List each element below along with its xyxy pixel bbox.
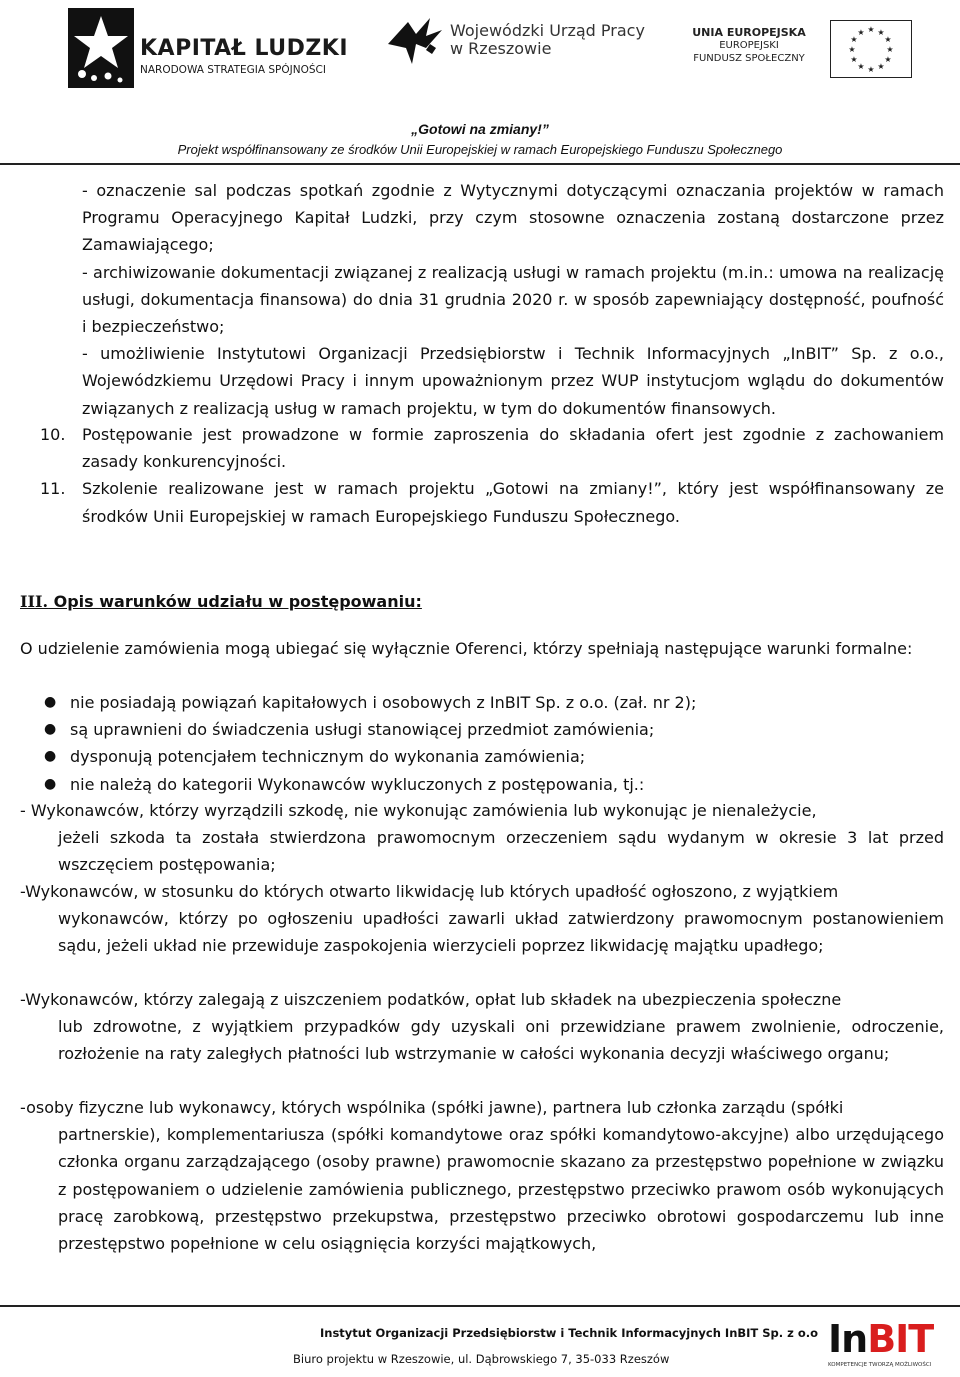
- numbered-item-10: [40, 421, 944, 475]
- item-number: 11.: [40, 479, 66, 499]
- inbit-logo: [828, 1318, 948, 1376]
- svg-text:★: ★: [850, 55, 858, 64]
- exclusion-first-line: -Wykonawców, którzy zalegają z uiszczeniem podatków, opłat lub składek na ubezpieczenia społeczne: [20, 990, 842, 1009]
- bullet-text: są uprawnieni do świadczenia usługi stanowiącej przedmiot zamówienia;: [70, 720, 655, 740]
- eu-fund-label-2: FUNDUSZ SPOŁECZNY: [693, 53, 805, 64]
- exclusion-item: [20, 797, 944, 879]
- svg-text:★: ★: [884, 35, 892, 44]
- inbit-tagline: KOMPETENCJE TWORZĄ MOŻLIWOŚCI: [828, 1362, 932, 1368]
- footer-divider: [0, 1305, 960, 1307]
- kapital-ludzki-star-icon: [68, 8, 134, 88]
- svg-text:★: ★: [886, 45, 894, 54]
- svg-text:★: ★: [848, 45, 856, 54]
- eu-text-block: [690, 26, 808, 65]
- bullet-text: nie należą do kategorii Wykonawców wykluczonych z postępowania, tj.:: [70, 774, 645, 794]
- kapital-ludzki-title: KAPITAŁ LUDZKI: [140, 36, 349, 61]
- bullet-icon: ●: [44, 721, 57, 738]
- wup-logo: [386, 14, 646, 74]
- exclusion-continuation: jeżeli szkoda ta została stwierdzona prawomocnym orzeczeniem sądu wydanym w okresie 3 lat przed wszczęciem postępowania;: [58, 828, 944, 875]
- kapital-ludzki-logo: [68, 8, 348, 88]
- item-text: Postępowanie jest prowadzone w formie zaproszenia do składania ofert jest zgodnie z zachowaniem zasady konkurencyjności.: [82, 425, 944, 472]
- inbit-wordmark-black: In: [828, 1317, 868, 1361]
- svg-text:★: ★: [850, 35, 858, 44]
- inbit-wordmark: [828, 1318, 933, 1360]
- exclusion-first-line: - Wykonawców, którzy wyrządzili szkodę, nie wykonując zamówienia lub wykonując je nienależycie,: [20, 801, 817, 820]
- exclusion-first-line: -Wykonawców, w stosunku do których otwarto likwidację lub których upadłość ogłoszono, z wyjątkiem: [20, 882, 839, 901]
- footer-address: Biuro projektu w Rzeszowie, ul. Dąbrowskiego 7, 35-033 Rzeszów: [293, 1352, 670, 1366]
- svg-text:★: ★: [877, 62, 885, 71]
- item-text: Szkolenie realizowane jest w ramach projektu „Gotowi na zmiany!”, który jest współfinansowany ze środków Unii Europejskiej w ramach Europejskiego Funduszu Społecznego.: [82, 479, 944, 526]
- bullet-text: dysponują potencjałem technicznym do wykonania zamówienia;: [70, 747, 586, 767]
- exclusion-item: [20, 878, 944, 960]
- exclusion-first-line: -osoby fizyczne lub wykonawcy, których wspólnika (spółki jawne), partnera lub członka zarządu (spółki: [20, 1098, 844, 1117]
- bullet-icon: ●: [44, 775, 57, 792]
- bullet-item: [20, 771, 944, 798]
- footer-institute: Instytut Organizacji Przedsiębiorstw i Technik Informacyjnych InBIT Sp. z o.o: [320, 1326, 819, 1340]
- kapital-ludzki-subtitle: NARODOWA STRATEGIA SPÓJNOŚCI: [140, 64, 326, 76]
- eu-fund-label-1: EUROPEJSKI: [719, 40, 779, 51]
- exclusion-continuation: wykonawców, którzy po ogłoszeniu upadłości zawarli układ zatwierdzony prawomocnym postanowieniem sądu, jeżeli układ nie przewiduje zaspokojenia wierzycieli poprzez likwidację majątku upadłego;: [58, 909, 944, 956]
- conditions-bullet-list: [20, 689, 944, 798]
- bullet-icon: ●: [44, 694, 57, 710]
- section-title: Opis warunków udziału w postępowaniu:: [48, 592, 422, 611]
- svg-text:★: ★: [867, 65, 875, 74]
- wup-name: Wojewódzki Urząd Pracy w Rzeszowie: [450, 21, 645, 58]
- exclusion-continuation: lub zdrowotne, z wyjątkiem przypadków gdy uzyskali oni przewidziane prawem zwolnienie, odroczenie, rozłożenie na raty zaległych płatności lub wstrzymanie w całości wykonania decyzji właściwego organu;: [58, 1017, 944, 1064]
- eu-logo: [690, 20, 930, 80]
- bullet-text: nie posiadają powiązań kapitałowych i osobowych z InBIT Sp. z o.o. (zał. nr 2);: [70, 693, 697, 712]
- numbered-points: [40, 421, 944, 530]
- eu-flag-icon: [830, 20, 912, 78]
- list-item: - archiwizowanie dokumentacji związanej z realizacją usługi w ramach projektu (m.in.: umowa na realizację usługi, dokumentacja finansowa) do dnia 31 grudnia 2020 r. w sposób zapewniający dostępność, poufność i bezpieczeństwo;: [82, 262, 944, 337]
- svg-text:★: ★: [857, 28, 865, 37]
- exclusion-item: [20, 1094, 944, 1257]
- header-divider: [0, 163, 960, 165]
- list-item: - umożliwienie Instytutowi Organizacji Przedsiębiorstw i Technik Informacyjnych „InBIT” Sp. z o.o., Wojewódzkiemu Urzędowi Pracy i innym upoważnionym przez WUP instytucjom wglądu do dokumentów związanych z realizacją usług w ramach projektu, w tym do dokumentów finansowych.: [82, 344, 944, 418]
- list-item: - oznaczenie sal podczas spotkań zgodnie z Wytycznymi dotyczącymi oznaczania projektów w ramach Programu Operacyjnego Kapitał Ludzki, przy czym stosowne oznaczenia zostaną dostarczone przez Zamawiającego;: [82, 181, 944, 255]
- svg-text:★: ★: [877, 28, 885, 37]
- eu-union-label: UNIA EUROPEJSKA: [692, 26, 806, 39]
- bullet-item: [20, 716, 944, 743]
- svg-text:★: ★: [867, 25, 875, 34]
- project-subtitle: Projekt współfinansowany ze środków Unii Europejskiej w ramach Europejskiego Funduszu Społecznego: [177, 142, 783, 157]
- bullet-item: [20, 689, 944, 716]
- item-number: 10.: [40, 425, 66, 444]
- exclusion-item: [20, 986, 944, 1068]
- bullet-icon: ●: [44, 748, 57, 765]
- numbered-item-11: [40, 475, 944, 529]
- section-heading: [20, 592, 422, 611]
- section-number: III.: [20, 592, 49, 611]
- svg-text:★: ★: [857, 62, 865, 71]
- svg-text:★: ★: [884, 55, 892, 64]
- section-intro: O udzielenie zamówienia mogą ubiegać się wyłącznie Oferenci, którzy spełniają następujące warunki formalne:: [20, 639, 913, 658]
- page-header: [0, 0, 960, 170]
- wup-bird-icon: [386, 14, 446, 70]
- obligations-list: [82, 177, 944, 422]
- bullet-item: [20, 743, 944, 770]
- exclusion-continuation: partnerskie), komplementariusza (spółki komandytowe oraz spółki komandytowo-akcyjne) albo urzędującego członka organu zarządzającego (osoby prawne) prawomocnie skazano za przestępstwo popełnione w związku z postępowaniem o udzielenie zamówienia publicznego, przestępstwo przeciwko prawom osób wykonujących pracę zarobkową, przestępstwo przekupstwa, przestępstwo przeciwko obrotowi gospodarczemu lub inne przestępstwo popełnione w celu osiągnięcia korzyści majątkowych,: [58, 1125, 944, 1254]
- inbit-wordmark-red: BIT: [867, 1317, 934, 1361]
- project-title: „Gotowi na zmiany!”: [411, 121, 549, 137]
